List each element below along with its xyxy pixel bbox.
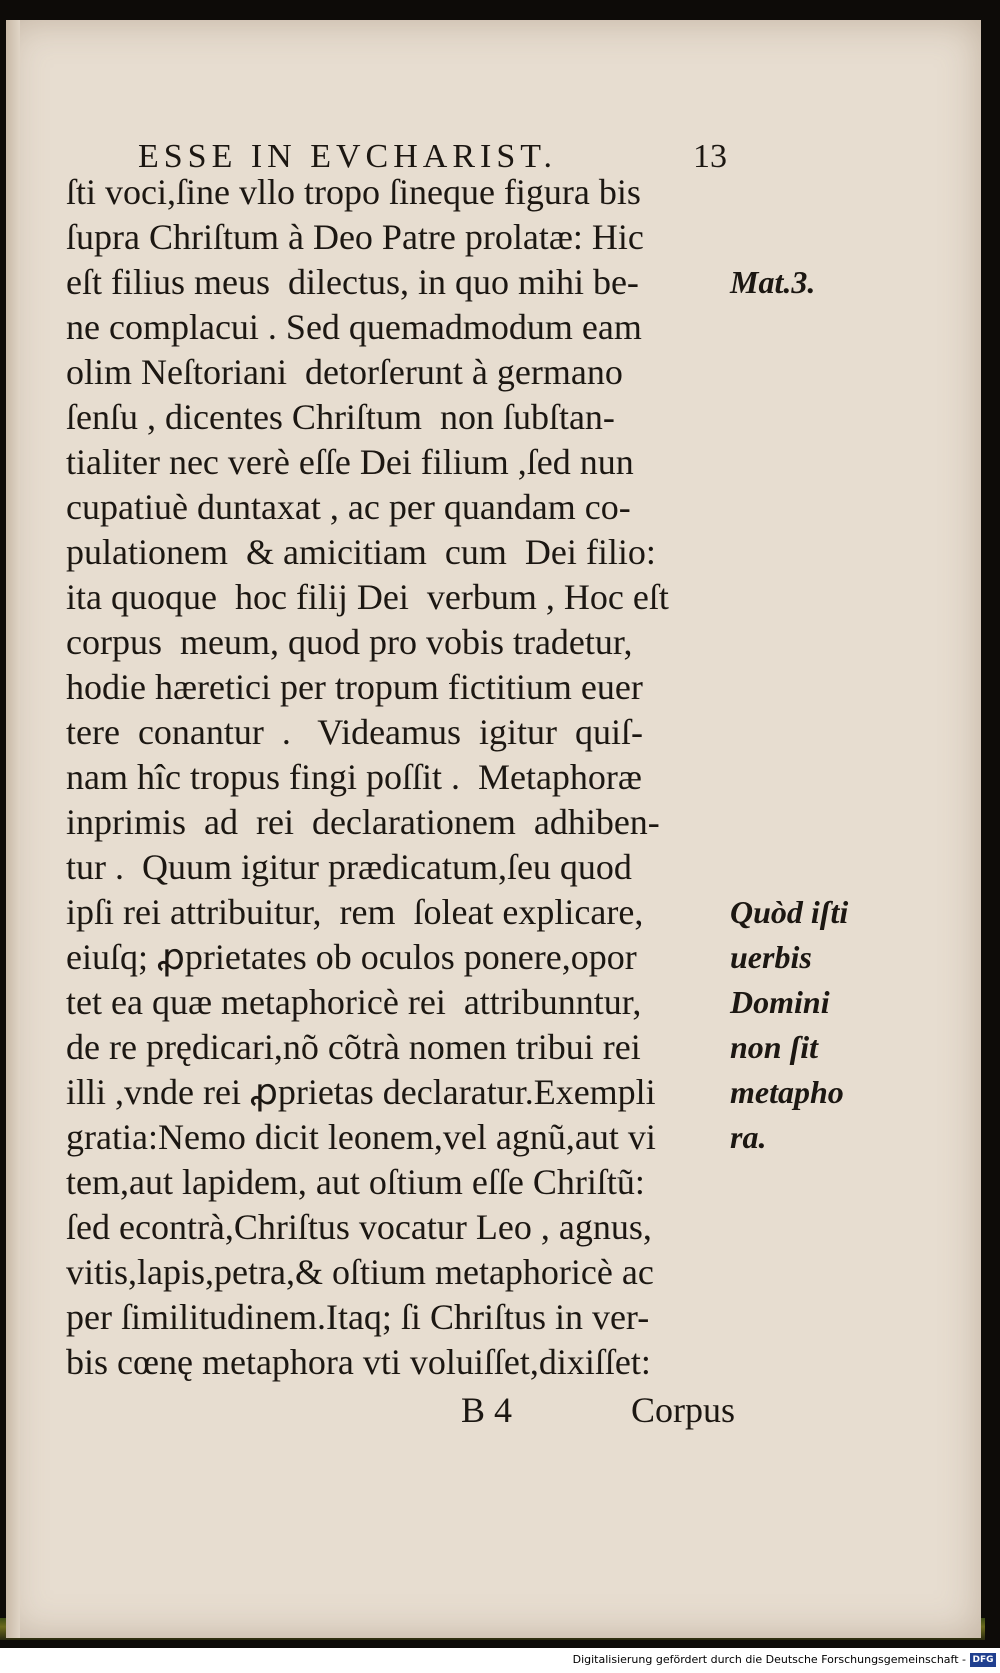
marginal-note: ra.: [730, 1119, 767, 1155]
text-line: [66, 935, 946, 980]
text-line: [66, 1115, 946, 1160]
text-line: [66, 215, 946, 260]
line-text: tialiter nec verè eſſe Dei filium ,ſed nun: [66, 442, 634, 482]
text-line: [66, 845, 946, 890]
marginal-note: Quòd iſti: [730, 894, 849, 930]
line-text: tem,aut lapidem, aut oſtium eſſe Chriſtũ:: [66, 1162, 645, 1202]
line-text: inprimis ad rei declarationem adhiben-: [66, 802, 660, 842]
page-gutter-edge: [6, 20, 20, 1638]
line-text: eſt filius meus dilectus, in quo mihi be-: [66, 262, 639, 302]
line-text: ſupra Chriſtum à Deo Patre prolatæ: Hic: [66, 217, 644, 257]
line-text: tere conantur . Videamus igitur quiſ-: [66, 712, 644, 752]
line-text: illi ,vnde rei ꝓprietas declaratur.Exempli: [66, 1072, 656, 1112]
text-line: [66, 1340, 946, 1385]
line-text: ita quoque hoc filij Dei verbum , Hoc eſt: [66, 577, 669, 617]
running-head-title: ESSE IN EVCHARIST.: [138, 138, 557, 175]
signature-mark: B 4: [461, 1390, 513, 1430]
line-text: tet ea quæ metaphoricè rei attribunntur,: [66, 982, 642, 1022]
text-block: [66, 120, 946, 1435]
text-line: [66, 665, 946, 710]
marginal-note: metapho: [730, 1074, 844, 1110]
line-text: hodie hæretici per tropum fictitium euer: [66, 667, 643, 707]
line-text: ne complacui . Sed quemadmodum eam: [66, 307, 642, 347]
line-text: per ſimilitudinem.Itaq; ſi Chriſtus in ver-: [66, 1297, 650, 1337]
body-text-lines: [66, 170, 946, 1385]
text-line: [66, 440, 946, 485]
page-number: 13: [693, 138, 727, 175]
line-text: bis cœnę metaphora vti voluiſſet,dixiſſet:: [66, 1342, 651, 1382]
catch-line: [66, 1385, 946, 1435]
text-line: [66, 305, 946, 350]
text-line: [66, 755, 946, 800]
text-line: [66, 1070, 946, 1115]
text-line: [66, 575, 946, 620]
text-line: [66, 1160, 946, 1205]
line-text: ſenſu , dicentes Chriſtum non ſubſtan-: [66, 397, 615, 437]
line-text: ſti voci,ſine vllo tropo ſineque figura bis: [66, 172, 641, 212]
line-text: cupatiuè duntaxat , ac per quandam co-: [66, 487, 631, 527]
running-head: [66, 120, 946, 175]
line-text: vitis,lapis,petra,& oſtium metaphoricè ac: [66, 1252, 654, 1292]
line-text: olim Neſtoriani detorſerunt à germano: [66, 352, 623, 392]
line-text: eiuſq; ꝓprietates ob oculos ponere,opor: [66, 937, 637, 977]
text-line: [66, 1205, 946, 1250]
line-text: corpus meum, quod pro vobis tradetur,: [66, 622, 633, 662]
catchword: Corpus: [631, 1390, 736, 1430]
book-page: [6, 20, 981, 1638]
line-text: nam hîc tropus fingi poſſit . Metaphoræ: [66, 757, 642, 797]
line-text: pulationem & amicitiam cum Dei filio:: [66, 532, 656, 572]
text-line: [66, 620, 946, 665]
marginal-note: uerbis: [730, 939, 812, 975]
text-line: [66, 260, 946, 305]
text-line: [66, 980, 946, 1025]
text-line: [66, 710, 946, 755]
text-line: [66, 800, 946, 845]
text-line: [66, 1250, 946, 1295]
dfg-logo: DFG: [970, 1653, 996, 1667]
line-text: de re prędicari,nõ cõtrà nomen tribui rei: [66, 1027, 641, 1067]
line-text: gratia:Nemo dicit leonem,vel agnũ,aut vi: [66, 1117, 656, 1157]
text-line: [66, 350, 946, 395]
text-line: [66, 1025, 946, 1070]
footer-bar: [0, 1650, 1000, 1673]
line-text: ipſi rei attribuitur, rem ſoleat explicare,: [66, 892, 644, 932]
text-line: [66, 170, 946, 215]
text-line: [66, 395, 946, 440]
marginal-note: Mat.3.: [730, 264, 816, 300]
text-line: [66, 530, 946, 575]
line-text: tur . Quum igitur prædicatum,ſeu quod: [66, 847, 632, 887]
marginal-note: non ſit: [730, 1029, 819, 1065]
text-line: [66, 485, 946, 530]
text-line: [66, 1295, 946, 1340]
funding-credit: Digitalisierung gefördert durch die Deutsche Forschungsgemeinschaft -: [572, 1653, 966, 1666]
marginal-note: Domini: [730, 984, 830, 1020]
line-text: ſed econtrà,Chriſtus vocatur Leo , agnus,: [66, 1207, 652, 1247]
text-line: [66, 890, 946, 935]
